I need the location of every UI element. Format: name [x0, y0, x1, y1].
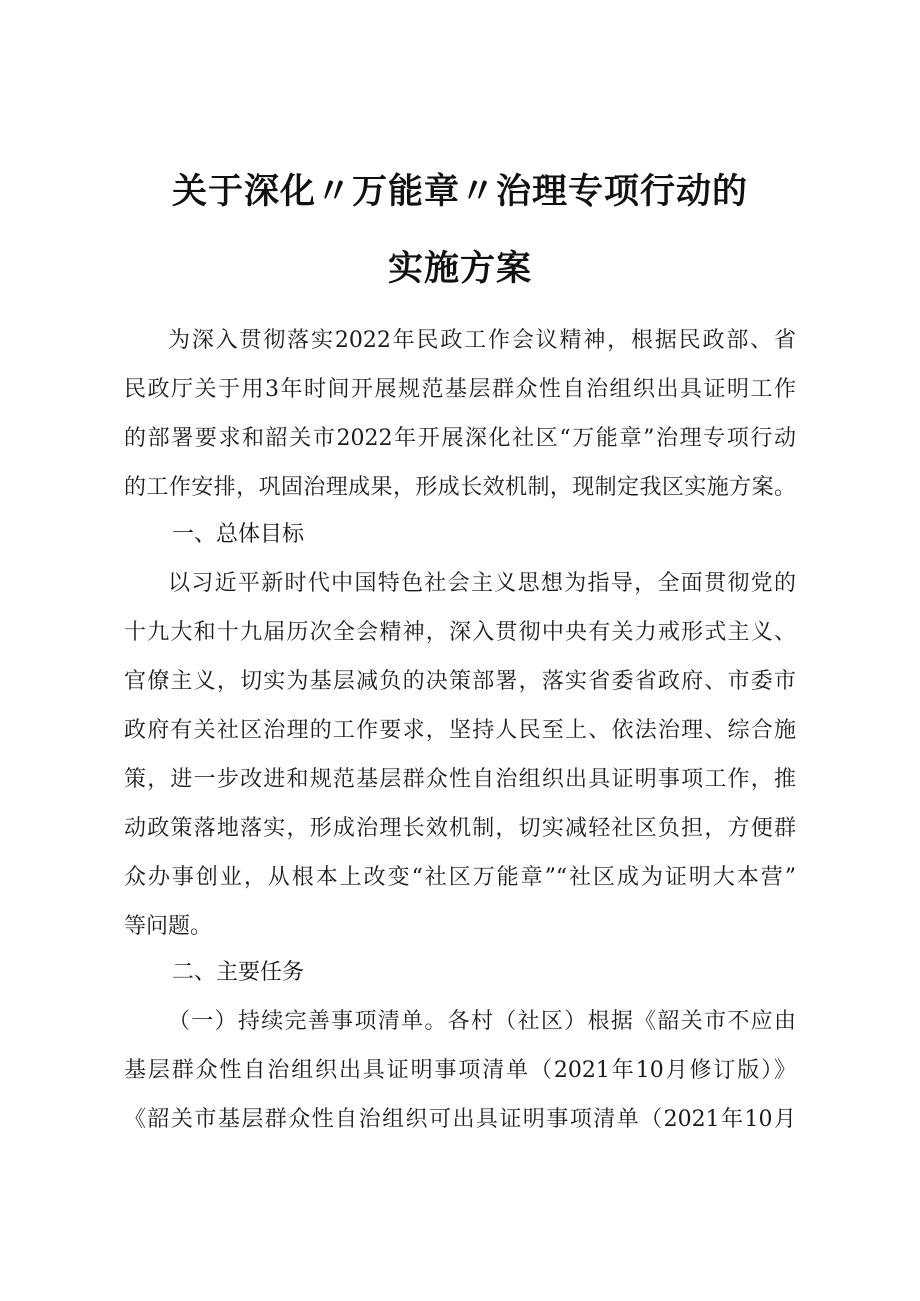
intro-paragraph-line: 的工作安排，巩固治理成果，形成长效机制，现制定我区实施方案。: [124, 475, 796, 500]
section-heading-overall-goals: 一、总体目标: [172, 522, 305, 547]
section1-paragraph-line: 十九大和十九届历次全会精神，深入贯彻中央有关力戒形式主义、: [124, 620, 796, 645]
section1-paragraph-line: 政府有关社区治理的工作要求，坚持人民至上、依法治理、综合施: [124, 718, 796, 743]
section-heading-main-tasks: 二、主要任务: [172, 960, 305, 985]
intro-paragraph-line: 为深入贯彻落实2022年民政工作会议精神，根据民政部、省: [168, 328, 796, 353]
document-title-line-1: 关于深化〃万能章〃治理专项行动的: [171, 172, 748, 212]
section1-paragraph-line: 策，进一步改进和规范基层群众性自治组织出具证明事项工作，推: [124, 767, 796, 792]
section1-paragraph-line: 等问题。: [124, 914, 213, 939]
section2-paragraph-line: （一）持续完善事项清单。各村（社区）根据《韶关市不应由: [168, 1009, 796, 1034]
section1-paragraph-line: 官僚主义，切实为基层减负的决策部署，落实省委省政府、市委市: [124, 669, 796, 694]
section2-paragraph-line: 《韶关市基层群众性自治组织可出具证明事项清单（2021年10月: [124, 1107, 796, 1132]
section1-paragraph-line: 众办事创业，从根本上改变“社区万能章”“社区成为证明大本营”: [124, 865, 796, 890]
section1-paragraph-line: 动政策落地落实，形成治理长效机制，切实减轻社区负担，方便群: [124, 816, 796, 841]
document-title-line-2: 实施方案: [387, 249, 532, 289]
section1-paragraph-line: 以习近平新时代中国特色社会主义思想为指导，全面贯彻党的: [168, 571, 796, 596]
intro-paragraph-line: 的部署要求和韶关市2022年开展深化社区“万能章”治理专项行动: [124, 426, 796, 451]
intro-paragraph-line: 民政厅关于用3年时间开展规范基层群众性自治组织出具证明工作: [124, 377, 796, 402]
section2-paragraph-line: 基层群众性自治组织出具证明事项清单（2021年10月修订版）》: [124, 1058, 796, 1083]
